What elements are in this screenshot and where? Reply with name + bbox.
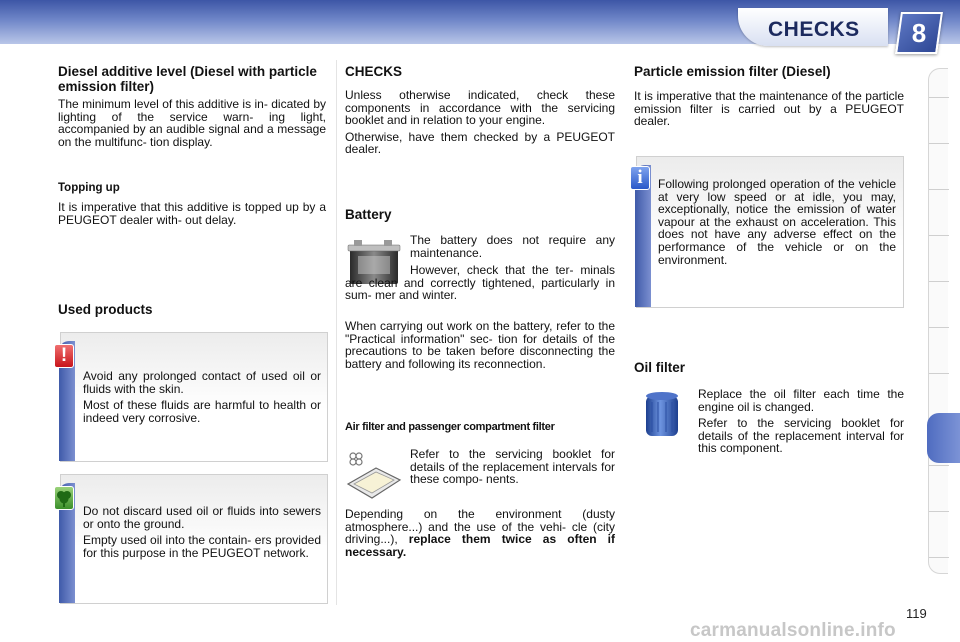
diesel-additive-heading: Diesel additive level (Diesel with particle emission filter) bbox=[58, 64, 317, 94]
environment-paragraph-2: Empty used oil into the contain- ers provided for this purpose in the PEUGEOT network. bbox=[83, 533, 321, 560]
page-title: CHECKS bbox=[768, 18, 860, 41]
air-filter-text-top bbox=[410, 448, 615, 486]
active-chapter-tab[interactable] bbox=[927, 413, 960, 463]
environment-note-text bbox=[83, 505, 321, 559]
column-divider bbox=[336, 60, 337, 605]
oil-filter-heading: Oil filter bbox=[634, 360, 686, 375]
air-filter-paragraph-2 bbox=[345, 508, 615, 558]
warning-note-text bbox=[83, 370, 321, 424]
warning-icon: ! bbox=[54, 344, 74, 368]
info-note-text bbox=[658, 178, 896, 266]
air-filter-paragraph-1: Refer to the servicing booklet for details of the replacement intervals for these compo- nents. bbox=[410, 447, 615, 487]
watermark: carmanualsonline.info bbox=[690, 620, 896, 641]
battery-heading: Battery bbox=[345, 207, 392, 222]
oil-filter-icon bbox=[642, 390, 682, 440]
oil-filter-text bbox=[698, 388, 904, 455]
chapter-header bbox=[0, 0, 960, 50]
info-icon: i bbox=[630, 166, 650, 190]
topping-up-text bbox=[58, 201, 326, 226]
air-filter-paragraph-2-text: Depending on the environment (dusty atmosphere...) and the use of the vehi- cle (city driving...), bbox=[345, 507, 615, 547]
air-filter-text-bottom bbox=[345, 508, 615, 558]
tree-glyph bbox=[56, 489, 72, 507]
used-products-heading: Used products bbox=[58, 302, 153, 317]
oil-filter-paragraph-2: Refer to the servicing booklet for details of the replacement interval for this component. bbox=[698, 416, 904, 456]
page-number: 119 bbox=[906, 606, 927, 621]
checks-paragraph-1: Unless otherwise indicated, check these components in accordance with the servicing booklet and in relation to your engine. bbox=[345, 88, 615, 128]
chapter-number-badge bbox=[895, 12, 943, 54]
topping-up-paragraph: It is imperative that this additive is topped up by a PEUGEOT dealer with- out delay. bbox=[58, 200, 326, 227]
air-filter-icon bbox=[344, 450, 404, 500]
battery-text-middle bbox=[345, 264, 615, 302]
checks-paragraph-2: Otherwise, have them checked by a PEUGEOT dealer. bbox=[345, 129, 615, 157]
battery-paragraph-3: When carrying out work on the battery, refer to the "Practical information" sec- tion for details of the precautions to be taken before disconnecting the battery and following its reconnection. bbox=[345, 319, 615, 371]
battery-text-bottom bbox=[345, 320, 615, 370]
warning-paragraph-2: Most of these fluids are harmful to health or indeed very corrosive. bbox=[83, 398, 321, 425]
battery-paragraph-1: The battery does not require any maintenance. bbox=[410, 233, 615, 260]
air-filter-emphasis: replace them twice as often if necessary. bbox=[345, 532, 615, 559]
info-paragraph: Following prolonged operation of the vehicle at very low speed or at idle, you may, exceptionally, notice the emission of water vapour at the exhaust on acceleration. This does not have any adverse effect on the performance of the vehicle or on the environment. bbox=[658, 177, 896, 267]
battery-text-top bbox=[410, 234, 615, 259]
diesel-additive-text bbox=[58, 98, 326, 148]
oil-filter-paragraph-1: Replace the oil filter each time the engine oil is changed. bbox=[698, 387, 904, 414]
particle-filter-text bbox=[634, 90, 904, 128]
topping-up-heading: Topping up bbox=[58, 182, 120, 194]
diesel-additive-paragraph: The minimum level of this additive is in- dicated by lighting of the service warn- ing light, accompanied by an audible signal and a message on the multifunc- tion display. bbox=[58, 97, 326, 149]
chapter-index-tabs bbox=[928, 68, 948, 574]
battery-paragraph-2: However, check that the ter- minals are clean and correctly tightened, particularly in sum- mer and winter. bbox=[345, 263, 615, 303]
checks-heading: CHECKS bbox=[345, 64, 403, 79]
checks-text bbox=[345, 89, 615, 156]
chapter-number: 8 bbox=[911, 18, 927, 48]
eco-tree-icon bbox=[54, 486, 74, 510]
particle-filter-paragraph: It is imperative that the maintenance of the particle emission filter is carried out by a PEUGEOT dealer. bbox=[634, 89, 904, 129]
warning-paragraph-1: Avoid any prolonged contact of used oil or fluids with the skin. bbox=[83, 369, 321, 396]
particle-filter-heading: Particle emission filter (Diesel) bbox=[634, 64, 831, 79]
air-filter-heading: Air filter and passenger compartment filter bbox=[345, 421, 555, 433]
environment-paragraph-1: Do not discard used oil or fluids into sewers or onto the ground. bbox=[83, 504, 321, 531]
